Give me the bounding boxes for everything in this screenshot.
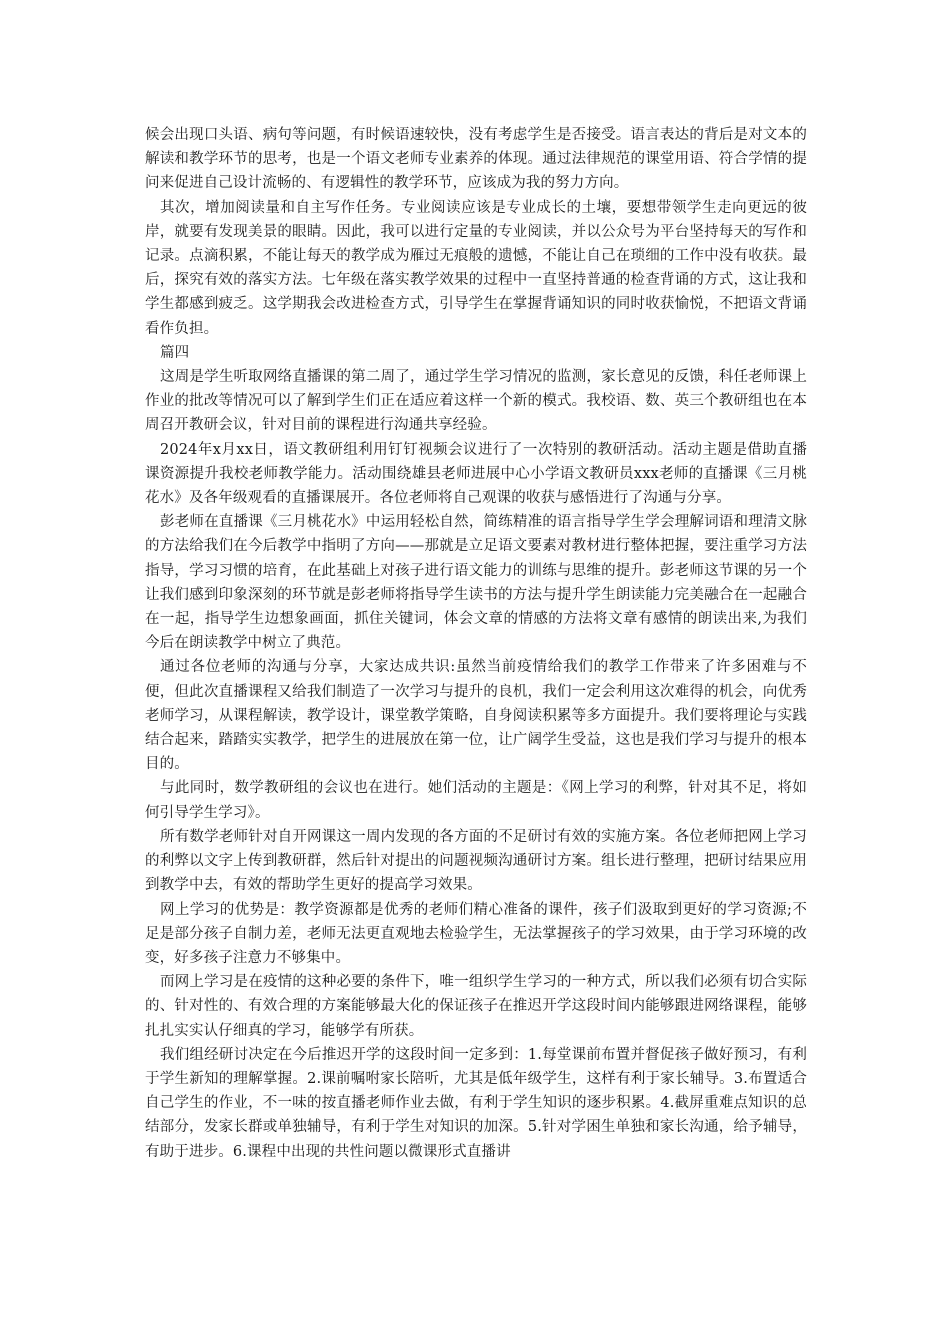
paragraph: 而网上学习是在疫情的这种必要的条件下，唯一组织学生学习的一种方式，所以我们必须有切合实际的、针对性的、有效合理的方案能够最大化的保证孩子在推迟开学这段时间内能够跟进网络课程，能够扎扎实实认仔细真的学习，能够学有所获。 [145, 974, 807, 1039]
document-body [145, 123, 807, 1164]
paragraph: 所有数学老师针对自开网课这一周内发现的各方面的不足研讨有效的实施方案。各位老师把网上学习的利弊以文字上传到教研群，然后针对提出的问题视频沟通研讨方案。组长进行整理，把研讨结果应用到教学中去，有效的帮助学生更好的提高学习效果。 [145, 828, 807, 894]
paragraph: 通过各位老师的沟通与分享，大家达成共识:虽然当前疫情给我们的教学工作带来了许多困难与不便，但此次直播课程又给我们制造了一次学习与提升的良机，我们一定会利用这次难得的机会，向优秀老师学习，从课程解读，教学设计，课堂教学策略，自身阅读积累等多方面提升。我们要将理论与实践结合起来，踏踏实实教学，把学生的进展放在第一位，让广阔学生受益，这也是我们学习与提升的根本目的。 [145, 659, 807, 773]
paragraph: 与此同时，数学教研组的会议也在进行。她们活动的主题是：《网上学习的利弊，针对其不足，将如何引导学生学习》。 [145, 780, 807, 821]
section-heading: 篇四 [160, 344, 190, 361]
paragraph: 网上学习的优势是：教学资源都是优秀的老师们精心准备的课件，孩子们汲取到更好的学习资源;不足是部分孩子自制力差，老师无法更直观地去检验学生，无法掌握孩子的学习效果，由于学习环境的改变，好多孩子注意力不够集中。 [145, 901, 807, 966]
paragraph: 彭老师在直播课《三月桃花水》中运用轻松自然，简练精准的语言指导学生学会理解词语和理清文脉的方法给我们在今后教学中指明了方向——那就是立足语文要素对教材进行整体把握，要注重学习方法指导，学习习惯的培育，在此基础上对孩子进行语文能力的训练与思维的提升。彭老师这节课的另一个让我们感到印象深刻的环节就是彭老师将指导学生读书的方法与提升学生朗读能力完美融合在一起融合在一起，指导学生边想象画面，抓住关键词，体会文章的情感的方法将文章有感情的朗读出来,为我们今后在朗读教学中树立了典范。 [145, 514, 807, 652]
paragraph: 这周是学生听取网络直播课的第二周了，通过学生学习情况的监测，家长意见的反馈，科任老师课上作业的批改等情况可以了解到学生们正在适应着这样一个新的模式。我校语、数、英三个教研组也在本周召开教研会议，针对目前的课程进行沟通共享经验。 [145, 369, 807, 434]
paragraph: 其次，增加阅读量和自主写作任务。专业阅读应该是专业成长的土壤，要想带领学生走向更远的彼岸，就要有发现美景的眼睛。因此，我可以进行定量的专业阅读，并以公众号为平台坚持每天的写作和记录。点滴积累，不能让每天的教学成为雁过无痕般的遗憾，不能让自己在琐细的工作中没有收获。最后，探究有效的落实方法。七年级在落实教学效果的过程中一直坚持普通的检查背诵的方式，这让我和学生都感到疲乏。这学期我会改进检查方式，引导学生在掌握背诵知识的同时收获愉悦，不把语文背诵看作负担。 [145, 199, 807, 337]
paragraph: 2024年x月xx日，语文教研组利用钉钉视频会议进行了一次特别的教研活动。活动主题是借助直播课资源提升我校老师教学能力。活动围绕雄县老师进展中心小学语文教研员xxx老师的直播课《三月桃花水》及各年级观看的直播课展开。各位老师将自己观课的收获与感悟进行了沟通与分享。 [145, 441, 807, 507]
paragraph-continued: 候会出现口头语、病句等问题，有时候语速较快，没有考虑学生是否接受。语言表达的背后是对文本的解读和教学环节的思考，也是一个语文老师专业素养的体现。通过法律规范的课堂用语、符合学情的提问来促进自己设计流畅的、有逻辑性的教学环节，应该成为我的努力方向。 [145, 127, 807, 192]
paragraph: 我们组经研讨决定在今后推迟开学的这段时间一定多到：1.每堂课前布置并督促孩子做好预习，有利于学生新知的理解掌握。2.课前嘱咐家长陪听，尤其是低年级学生，这样有利于家长辅导。3.布置适合自己学生的作业，不一味的按直播老师作业去做，有利于学生知识的逐步积累。4.截屏重难点知识的总结部分，发家长群或单独辅导，有利于学生对知识的加深。5.针对学困生单独和家长沟通，给予辅导，有助于进步。6.课程中出现的共性问题以微课形式直播讲 [145, 1046, 807, 1160]
